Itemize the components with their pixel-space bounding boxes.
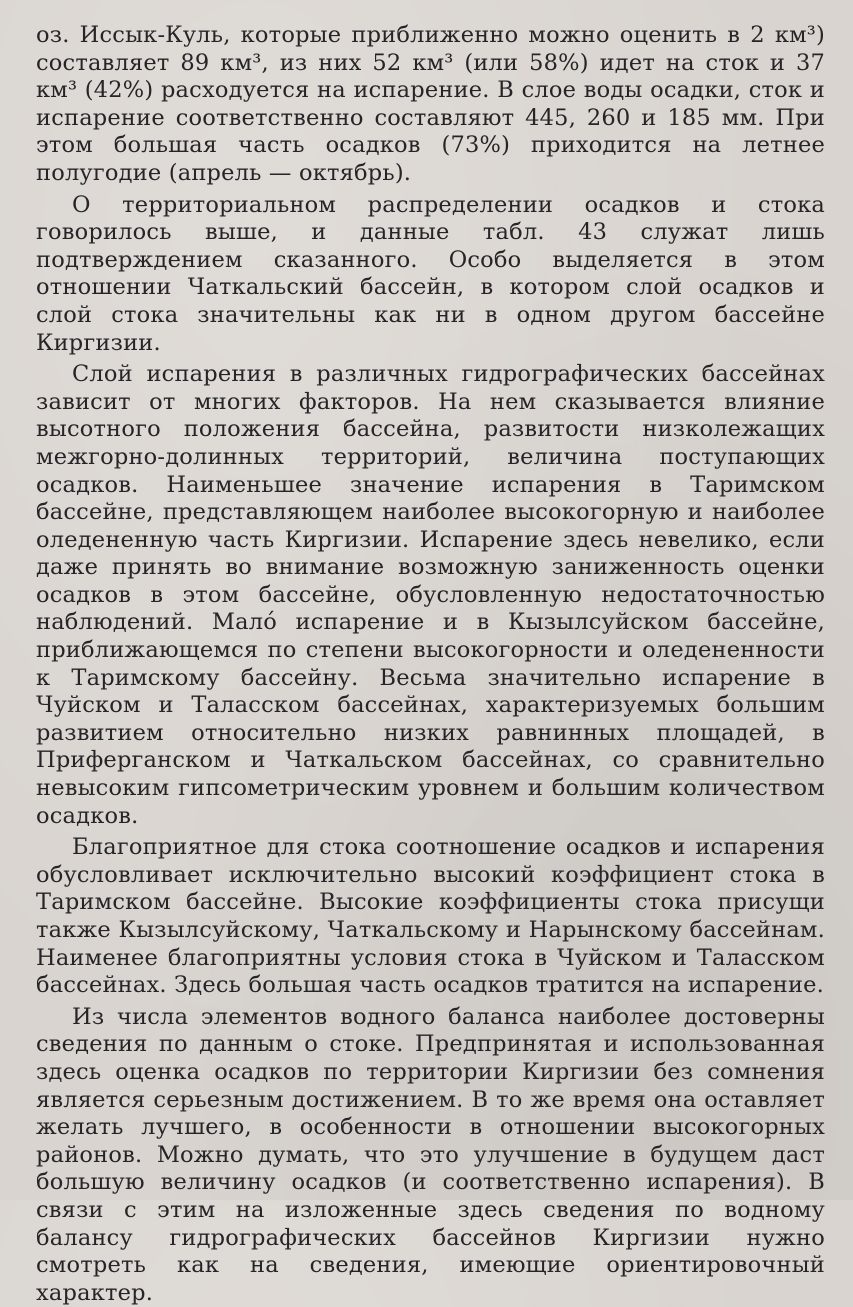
paragraph-5: Из числа элементов водного баланса наиболее достоверны сведения по данным о стоке. Предпринятая и использованная здесь оценка осадков по территории Киргизии без сомнения является серьезным достижением. В то же время она оставляет желать лучшего, в особенности в отношении высокогорных районов. Можно думать, что это улучшение в будущем даст большую величину осадков (и соответственно испарения). В связи с этим на изложенные здесь сведения по водному балансу гидрографических бассейнов Киргизии нужно смотреть как на сведения, имеющие ориентировочный характер.: [36, 1003, 825, 1306]
paragraph-3: Слой испарения в различных гидрографических бассейнах зависит от многих факторов. На нем сказывается влияние высотного положения бассейна, развитости низколежащих межгорно-долинных территорий, величина поступающих осадков. Наименьшее значение испарения в Таримском бассейне, представляющем наиболее высокогорную и наиболее оледененную часть Киргизии. Испарение здесь невелико, если даже принять во внимание возможную заниженность оценки осадков в этом бассейне, обусловленную недостаточностью наблюдений. Мало́ испарение и в Кызылсуйском бассейне, приближающемся по степени высокогорности и оледененности к Таримскому бассейну. Весьма значительно испарение в Чуйском и Таласском бассейнах, характеризуемых большим развитием относительно низких равнинных площадей, в Приферганском и Чаткальском бассейнах, со сравнительно невысоким гипсометрическим уровнем и большим количеством осадков.: [36, 361, 825, 829]
paragraph-1: оз. Иссык-Куль, которые приближенно можно оценить в 2 км³) составляет 89 км³, из них 52 км³ (или 58%) идет на сток и 37 км³ (42%) расходуется на испарение. В слое воды осадки, сток и испарение соответственно составляют 445, 260 и 185 мм. При этом большая часть осадков (73%) приходится на летнее полугодие (апрель — октябрь).: [36, 22, 825, 186]
paragraph-2: О территориальном распределении осадков и стока говорилось выше, и данные табл. 43 служат лишь подтверждением сказанного. Особо выделяется в этом отношении Чаткальский бассейн, в котором слой осадков и слой стока значительны как ни в одном другом бассейне Киргизии.: [36, 191, 825, 356]
paragraph-4: Благоприятное для стока соотношение осадков и испарения обусловливает исключительно высокий коэффициент стока в Таримском бассейне. Высокие коэффициенты стока присущи также Кызылсуйскому, Чаткальскому и Нарынскому бассейнам. Наименее благоприятны условия стока в Чуйском и Таласском бассейнах. Здесь большая часть осадков тратится на испарение.: [36, 834, 825, 999]
body-text: [36, 22, 825, 1307]
